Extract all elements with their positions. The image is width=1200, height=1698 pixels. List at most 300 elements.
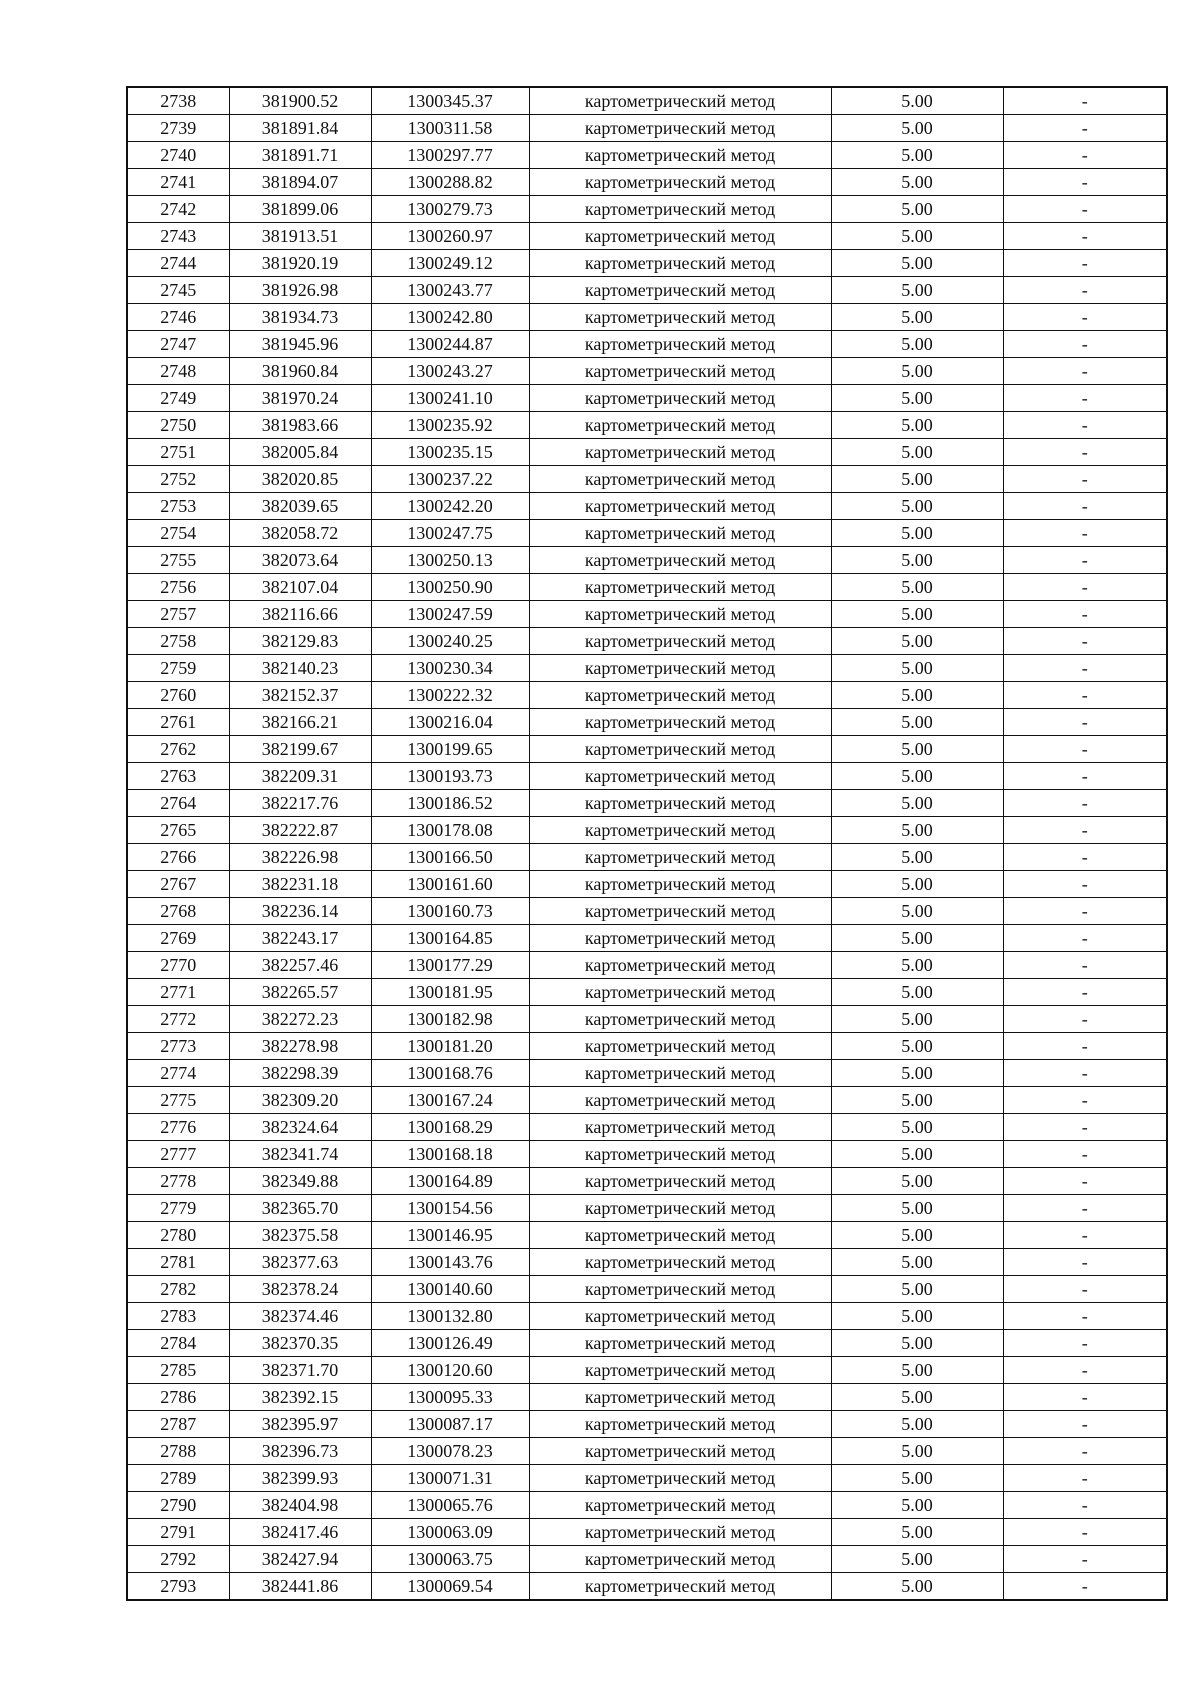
x-coordinate-cell: 382272.23 [229, 1006, 371, 1033]
y-coordinate-cell: 1300132.80 [371, 1303, 529, 1330]
x-coordinate-cell: 382441.86 [229, 1573, 371, 1601]
point-number-cell: 2759 [127, 655, 229, 682]
method-cell: картометрический метод [529, 223, 831, 250]
method-cell: картометрический метод [529, 277, 831, 304]
accuracy-cell: 5.00 [831, 1384, 1003, 1411]
accuracy-cell: 5.00 [831, 790, 1003, 817]
method-cell: картометрический метод [529, 439, 831, 466]
note-cell: - [1003, 898, 1167, 925]
x-coordinate-cell: 382371.70 [229, 1357, 371, 1384]
x-coordinate-cell: 382404.98 [229, 1492, 371, 1519]
note-cell: - [1003, 1330, 1167, 1357]
method-cell: картометрический метод [529, 790, 831, 817]
method-cell: картометрический метод [529, 466, 831, 493]
note-cell: - [1003, 979, 1167, 1006]
table-row [127, 1519, 1167, 1546]
method-cell: картометрический метод [529, 1465, 831, 1492]
y-coordinate-cell: 1300069.54 [371, 1573, 529, 1601]
point-number-cell: 2778 [127, 1168, 229, 1195]
accuracy-cell: 5.00 [831, 1546, 1003, 1573]
note-cell: - [1003, 493, 1167, 520]
note-cell: - [1003, 1006, 1167, 1033]
note-cell: - [1003, 925, 1167, 952]
point-number-cell: 2754 [127, 520, 229, 547]
accuracy-cell: 5.00 [831, 520, 1003, 547]
table-row [127, 655, 1167, 682]
y-coordinate-cell: 1300095.33 [371, 1384, 529, 1411]
note-cell: - [1003, 1087, 1167, 1114]
method-cell: картометрический метод [529, 1222, 831, 1249]
y-coordinate-cell: 1300168.76 [371, 1060, 529, 1087]
point-number-cell: 2749 [127, 385, 229, 412]
y-coordinate-cell: 1300247.59 [371, 601, 529, 628]
y-coordinate-cell: 1300161.60 [371, 871, 529, 898]
y-coordinate-cell: 1300063.75 [371, 1546, 529, 1573]
table-row [127, 1357, 1167, 1384]
table-row [127, 898, 1167, 925]
note-cell: - [1003, 1573, 1167, 1601]
x-coordinate-cell: 382298.39 [229, 1060, 371, 1087]
table-row [127, 871, 1167, 898]
note-cell: - [1003, 358, 1167, 385]
method-cell: картометрический метод [529, 1573, 831, 1601]
table-row [127, 304, 1167, 331]
x-coordinate-cell: 382377.63 [229, 1249, 371, 1276]
x-coordinate-cell: 382278.98 [229, 1033, 371, 1060]
y-coordinate-cell: 1300182.98 [371, 1006, 529, 1033]
coordinates-table [126, 86, 1168, 1601]
method-cell: картометрический метод [529, 1249, 831, 1276]
note-cell: - [1003, 574, 1167, 601]
table-row [127, 1195, 1167, 1222]
table-row [127, 466, 1167, 493]
point-number-cell: 2753 [127, 493, 229, 520]
y-coordinate-cell: 1300193.73 [371, 763, 529, 790]
x-coordinate-cell: 381926.98 [229, 277, 371, 304]
method-cell: картометрический метод [529, 979, 831, 1006]
x-coordinate-cell: 381894.07 [229, 169, 371, 196]
table-row [127, 439, 1167, 466]
point-number-cell: 2789 [127, 1465, 229, 1492]
x-coordinate-cell: 382039.65 [229, 493, 371, 520]
note-cell: - [1003, 1222, 1167, 1249]
note-cell: - [1003, 1195, 1167, 1222]
method-cell: картометрический метод [529, 763, 831, 790]
y-coordinate-cell: 1300243.27 [371, 358, 529, 385]
table-row [127, 601, 1167, 628]
table-row [127, 736, 1167, 763]
note-cell: - [1003, 655, 1167, 682]
table-row [127, 1114, 1167, 1141]
point-number-cell: 2761 [127, 709, 229, 736]
note-cell: - [1003, 628, 1167, 655]
x-coordinate-cell: 382140.23 [229, 655, 371, 682]
accuracy-cell: 5.00 [831, 277, 1003, 304]
y-coordinate-cell: 1300177.29 [371, 952, 529, 979]
y-coordinate-cell: 1300071.31 [371, 1465, 529, 1492]
note-cell: - [1003, 682, 1167, 709]
accuracy-cell: 5.00 [831, 547, 1003, 574]
method-cell: картометрический метод [529, 169, 831, 196]
point-number-cell: 2775 [127, 1087, 229, 1114]
note-cell: - [1003, 439, 1167, 466]
x-coordinate-cell: 381934.73 [229, 304, 371, 331]
accuracy-cell: 5.00 [831, 871, 1003, 898]
table-row [127, 385, 1167, 412]
y-coordinate-cell: 1300222.32 [371, 682, 529, 709]
y-coordinate-cell: 1300250.13 [371, 547, 529, 574]
table-row [127, 1222, 1167, 1249]
accuracy-cell: 5.00 [831, 1357, 1003, 1384]
accuracy-cell: 5.00 [831, 1033, 1003, 1060]
note-cell: - [1003, 142, 1167, 169]
x-coordinate-cell: 381900.52 [229, 87, 371, 115]
method-cell: картометрический метод [529, 250, 831, 277]
note-cell: - [1003, 1168, 1167, 1195]
y-coordinate-cell: 1300087.17 [371, 1411, 529, 1438]
point-number-cell: 2780 [127, 1222, 229, 1249]
accuracy-cell: 5.00 [831, 142, 1003, 169]
note-cell: - [1003, 304, 1167, 331]
y-coordinate-cell: 1300199.65 [371, 736, 529, 763]
x-coordinate-cell: 382226.98 [229, 844, 371, 871]
method-cell: картометрический метод [529, 142, 831, 169]
x-coordinate-cell: 382374.46 [229, 1303, 371, 1330]
note-cell: - [1003, 1546, 1167, 1573]
x-coordinate-cell: 382396.73 [229, 1438, 371, 1465]
x-coordinate-cell: 381945.96 [229, 331, 371, 358]
x-coordinate-cell: 382209.31 [229, 763, 371, 790]
y-coordinate-cell: 1300242.80 [371, 304, 529, 331]
x-coordinate-cell: 382236.14 [229, 898, 371, 925]
accuracy-cell: 5.00 [831, 817, 1003, 844]
note-cell: - [1003, 1465, 1167, 1492]
note-cell: - [1003, 223, 1167, 250]
accuracy-cell: 5.00 [831, 898, 1003, 925]
method-cell: картометрический метод [529, 898, 831, 925]
point-number-cell: 2770 [127, 952, 229, 979]
point-number-cell: 2774 [127, 1060, 229, 1087]
method-cell: картометрический метод [529, 115, 831, 142]
y-coordinate-cell: 1300168.29 [371, 1114, 529, 1141]
accuracy-cell: 5.00 [831, 1168, 1003, 1195]
accuracy-cell: 5.00 [831, 87, 1003, 115]
accuracy-cell: 5.00 [831, 385, 1003, 412]
note-cell: - [1003, 520, 1167, 547]
x-coordinate-cell: 382217.76 [229, 790, 371, 817]
point-number-cell: 2739 [127, 115, 229, 142]
point-number-cell: 2746 [127, 304, 229, 331]
table-row [127, 574, 1167, 601]
note-cell: - [1003, 1060, 1167, 1087]
point-number-cell: 2741 [127, 169, 229, 196]
point-number-cell: 2788 [127, 1438, 229, 1465]
y-coordinate-cell: 1300164.89 [371, 1168, 529, 1195]
table-row [127, 817, 1167, 844]
method-cell: картометрический метод [529, 1357, 831, 1384]
point-number-cell: 2752 [127, 466, 229, 493]
x-coordinate-cell: 382341.74 [229, 1141, 371, 1168]
point-number-cell: 2772 [127, 1006, 229, 1033]
x-coordinate-cell: 381913.51 [229, 223, 371, 250]
note-cell: - [1003, 412, 1167, 439]
method-cell: картометрический метод [529, 1087, 831, 1114]
method-cell: картометрический метод [529, 358, 831, 385]
y-coordinate-cell: 1300235.92 [371, 412, 529, 439]
table-row [127, 1087, 1167, 1114]
x-coordinate-cell: 382324.64 [229, 1114, 371, 1141]
point-number-cell: 2738 [127, 87, 229, 115]
note-cell: - [1003, 1492, 1167, 1519]
table-row [127, 142, 1167, 169]
point-number-cell: 2757 [127, 601, 229, 628]
accuracy-cell: 5.00 [831, 1492, 1003, 1519]
accuracy-cell: 5.00 [831, 628, 1003, 655]
point-number-cell: 2777 [127, 1141, 229, 1168]
x-coordinate-cell: 382265.57 [229, 979, 371, 1006]
accuracy-cell: 5.00 [831, 601, 1003, 628]
y-coordinate-cell: 1300181.95 [371, 979, 529, 1006]
accuracy-cell: 5.00 [831, 1222, 1003, 1249]
x-coordinate-cell: 382257.46 [229, 952, 371, 979]
note-cell: - [1003, 1033, 1167, 1060]
method-cell: картометрический метод [529, 1060, 831, 1087]
point-number-cell: 2750 [127, 412, 229, 439]
note-cell: - [1003, 1357, 1167, 1384]
note-cell: - [1003, 87, 1167, 115]
x-coordinate-cell: 381970.24 [229, 385, 371, 412]
accuracy-cell: 5.00 [831, 1465, 1003, 1492]
method-cell: картометрический метод [529, 1006, 831, 1033]
table-row [127, 520, 1167, 547]
note-cell: - [1003, 790, 1167, 817]
note-cell: - [1003, 1519, 1167, 1546]
point-number-cell: 2776 [127, 1114, 229, 1141]
accuracy-cell: 5.00 [831, 331, 1003, 358]
x-coordinate-cell: 381983.66 [229, 412, 371, 439]
method-cell: картометрический метод [529, 925, 831, 952]
point-number-cell: 2790 [127, 1492, 229, 1519]
table-row [127, 1546, 1167, 1573]
method-cell: картометрический метод [529, 520, 831, 547]
y-coordinate-cell: 1300279.73 [371, 196, 529, 223]
note-cell: - [1003, 952, 1167, 979]
point-number-cell: 2782 [127, 1276, 229, 1303]
method-cell: картометрический метод [529, 1330, 831, 1357]
method-cell: картометрический метод [529, 1114, 831, 1141]
accuracy-cell: 5.00 [831, 1195, 1003, 1222]
note-cell: - [1003, 1303, 1167, 1330]
accuracy-cell: 5.00 [831, 412, 1003, 439]
point-number-cell: 2758 [127, 628, 229, 655]
method-cell: картометрический метод [529, 871, 831, 898]
accuracy-cell: 5.00 [831, 1438, 1003, 1465]
x-coordinate-cell: 381891.71 [229, 142, 371, 169]
table-row [127, 1465, 1167, 1492]
note-cell: - [1003, 1141, 1167, 1168]
table-row [127, 1006, 1167, 1033]
point-number-cell: 2787 [127, 1411, 229, 1438]
point-number-cell: 2792 [127, 1546, 229, 1573]
accuracy-cell: 5.00 [831, 1276, 1003, 1303]
method-cell: картометрический метод [529, 709, 831, 736]
x-coordinate-cell: 382107.04 [229, 574, 371, 601]
x-coordinate-cell: 382309.20 [229, 1087, 371, 1114]
table-row [127, 331, 1167, 358]
point-number-cell: 2751 [127, 439, 229, 466]
y-coordinate-cell: 1300181.20 [371, 1033, 529, 1060]
note-cell: - [1003, 736, 1167, 763]
note-cell: - [1003, 250, 1167, 277]
accuracy-cell: 5.00 [831, 655, 1003, 682]
table-row [127, 682, 1167, 709]
x-coordinate-cell: 382392.15 [229, 1384, 371, 1411]
table-row [127, 1141, 1167, 1168]
y-coordinate-cell: 1300230.34 [371, 655, 529, 682]
point-number-cell: 2748 [127, 358, 229, 385]
method-cell: картометрический метод [529, 1033, 831, 1060]
method-cell: картометрический метод [529, 1141, 831, 1168]
method-cell: картометрический метод [529, 385, 831, 412]
point-number-cell: 2784 [127, 1330, 229, 1357]
y-coordinate-cell: 1300242.20 [371, 493, 529, 520]
accuracy-cell: 5.00 [831, 1060, 1003, 1087]
x-coordinate-cell: 382073.64 [229, 547, 371, 574]
method-cell: картометрический метод [529, 412, 831, 439]
point-number-cell: 2763 [127, 763, 229, 790]
y-coordinate-cell: 1300168.18 [371, 1141, 529, 1168]
table-row [127, 1330, 1167, 1357]
point-number-cell: 2755 [127, 547, 229, 574]
note-cell: - [1003, 196, 1167, 223]
note-cell: - [1003, 763, 1167, 790]
accuracy-cell: 5.00 [831, 709, 1003, 736]
method-cell: картометрический метод [529, 1411, 831, 1438]
accuracy-cell: 5.00 [831, 304, 1003, 331]
y-coordinate-cell: 1300311.58 [371, 115, 529, 142]
table-row [127, 790, 1167, 817]
y-coordinate-cell: 1300160.73 [371, 898, 529, 925]
accuracy-cell: 5.00 [831, 466, 1003, 493]
method-cell: картометрический метод [529, 1492, 831, 1519]
point-number-cell: 2756 [127, 574, 229, 601]
accuracy-cell: 5.00 [831, 1141, 1003, 1168]
accuracy-cell: 5.00 [831, 169, 1003, 196]
accuracy-cell: 5.00 [831, 736, 1003, 763]
table-row [127, 277, 1167, 304]
y-coordinate-cell: 1300146.95 [371, 1222, 529, 1249]
note-cell: - [1003, 601, 1167, 628]
x-coordinate-cell: 381960.84 [229, 358, 371, 385]
table-row [127, 1384, 1167, 1411]
note-cell: - [1003, 115, 1167, 142]
note-cell: - [1003, 466, 1167, 493]
point-number-cell: 2779 [127, 1195, 229, 1222]
point-number-cell: 2747 [127, 331, 229, 358]
method-cell: картометрический метод [529, 87, 831, 115]
x-coordinate-cell: 382243.17 [229, 925, 371, 952]
x-coordinate-cell: 382370.35 [229, 1330, 371, 1357]
y-coordinate-cell: 1300078.23 [371, 1438, 529, 1465]
table-row [127, 1168, 1167, 1195]
note-cell: - [1003, 817, 1167, 844]
method-cell: картометрический метод [529, 655, 831, 682]
accuracy-cell: 5.00 [831, 1519, 1003, 1546]
point-number-cell: 2742 [127, 196, 229, 223]
y-coordinate-cell: 1300143.76 [371, 1249, 529, 1276]
y-coordinate-cell: 1300186.52 [371, 790, 529, 817]
table-row [127, 925, 1167, 952]
point-number-cell: 2766 [127, 844, 229, 871]
accuracy-cell: 5.00 [831, 763, 1003, 790]
table-row [127, 1438, 1167, 1465]
point-number-cell: 2762 [127, 736, 229, 763]
method-cell: картометрический метод [529, 1168, 831, 1195]
x-coordinate-cell: 382152.37 [229, 682, 371, 709]
point-number-cell: 2740 [127, 142, 229, 169]
table-row [127, 1492, 1167, 1519]
accuracy-cell: 5.00 [831, 1303, 1003, 1330]
table-row [127, 979, 1167, 1006]
accuracy-cell: 5.00 [831, 493, 1003, 520]
method-cell: картометрический метод [529, 628, 831, 655]
accuracy-cell: 5.00 [831, 682, 1003, 709]
table-row [127, 1276, 1167, 1303]
x-coordinate-cell: 382020.85 [229, 466, 371, 493]
y-coordinate-cell: 1300345.37 [371, 87, 529, 115]
point-number-cell: 2769 [127, 925, 229, 952]
x-coordinate-cell: 382349.88 [229, 1168, 371, 1195]
note-cell: - [1003, 169, 1167, 196]
table-row [127, 412, 1167, 439]
y-coordinate-cell: 1300154.56 [371, 1195, 529, 1222]
y-coordinate-cell: 1300297.77 [371, 142, 529, 169]
point-number-cell: 2760 [127, 682, 229, 709]
method-cell: картометрический метод [529, 196, 831, 223]
table-row [127, 1060, 1167, 1087]
method-cell: картометрический метод [529, 304, 831, 331]
point-number-cell: 2793 [127, 1573, 229, 1601]
y-coordinate-cell: 1300241.10 [371, 385, 529, 412]
table-row [127, 547, 1167, 574]
accuracy-cell: 5.00 [831, 1249, 1003, 1276]
method-cell: картометрический метод [529, 1303, 831, 1330]
point-number-cell: 2773 [127, 1033, 229, 1060]
note-cell: - [1003, 385, 1167, 412]
coordinates-table-body [127, 87, 1167, 1600]
y-coordinate-cell: 1300063.09 [371, 1519, 529, 1546]
accuracy-cell: 5.00 [831, 250, 1003, 277]
note-cell: - [1003, 277, 1167, 304]
accuracy-cell: 5.00 [831, 115, 1003, 142]
point-number-cell: 2786 [127, 1384, 229, 1411]
method-cell: картометрический метод [529, 331, 831, 358]
y-coordinate-cell: 1300120.60 [371, 1357, 529, 1384]
y-coordinate-cell: 1300126.49 [371, 1330, 529, 1357]
accuracy-cell: 5.00 [831, 196, 1003, 223]
point-number-cell: 2767 [127, 871, 229, 898]
method-cell: картометрический метод [529, 601, 831, 628]
method-cell: картометрический метод [529, 844, 831, 871]
point-number-cell: 2765 [127, 817, 229, 844]
accuracy-cell: 5.00 [831, 1330, 1003, 1357]
accuracy-cell: 5.00 [831, 223, 1003, 250]
table-row [127, 169, 1167, 196]
y-coordinate-cell: 1300216.04 [371, 709, 529, 736]
x-coordinate-cell: 382231.18 [229, 871, 371, 898]
table-row [127, 223, 1167, 250]
x-coordinate-cell: 382375.58 [229, 1222, 371, 1249]
